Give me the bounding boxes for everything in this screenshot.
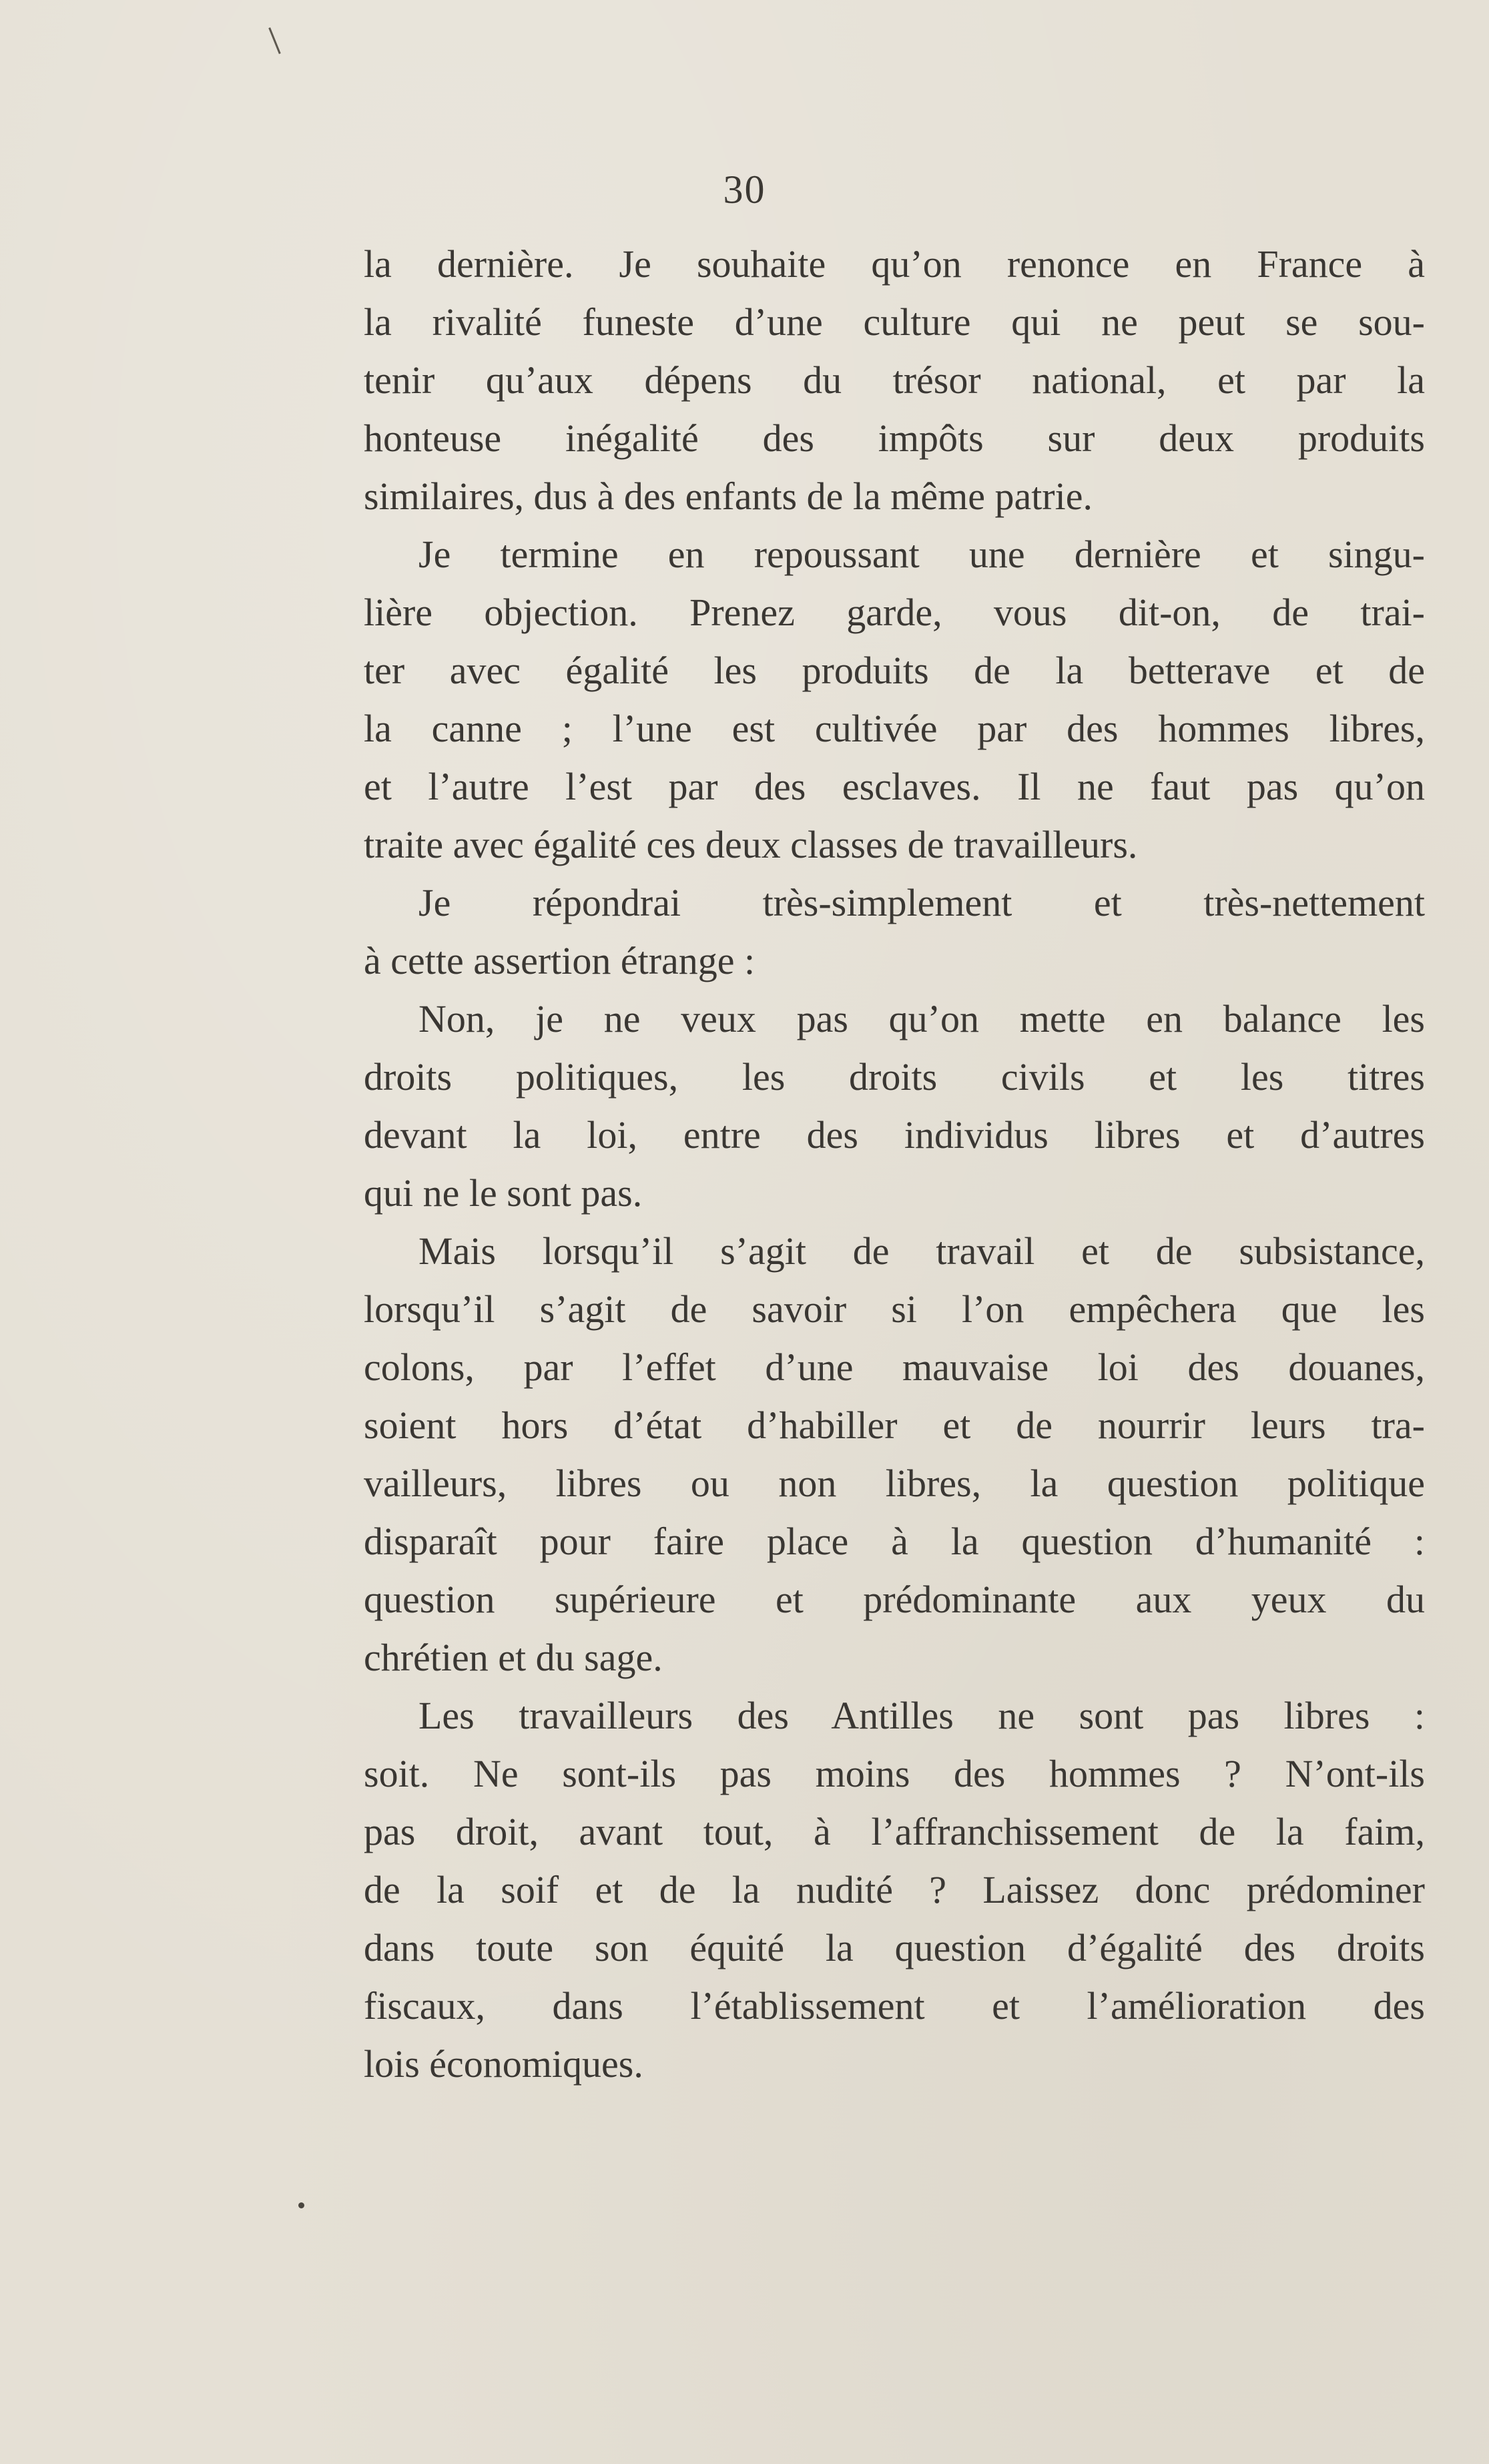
text-line: Mais lorsqu’il s’agit de travail et de subsistance, xyxy=(418,1229,1425,1273)
body-text xyxy=(364,235,1425,2093)
text-line: qui ne le sont pas. xyxy=(364,1171,643,1215)
text-line: traite avec égalité ces deux classes de travailleurs. xyxy=(364,823,1138,866)
text-line: ter avec égalité les produits de la betterave et de xyxy=(364,649,1425,692)
text-line: lorsqu’il s’agit de savoir si l’on empêchera que les xyxy=(364,1287,1425,1331)
text-line: similaires, dus à des enfants de la même patrie. xyxy=(364,475,1093,518)
text-line: de la soif et de la nudité ? Laissez donc prédominer xyxy=(364,1868,1425,1911)
text-line: colons, par l’effet d’une mauvaise loi des douanes, xyxy=(364,1345,1425,1389)
text-line: tenir qu’aux dépens du trésor national, et par la xyxy=(364,358,1425,402)
text-line: la rivalité funeste d’une culture qui ne peut se sou- xyxy=(364,300,1425,344)
page-number: 30 xyxy=(723,168,766,212)
text-line: droits politiques, les droits civils et les titres xyxy=(364,1055,1425,1099)
text-line: Non, je ne veux pas qu’on mette en balance les xyxy=(418,997,1425,1040)
text-line: vailleurs, libres ou non libres, la question politique xyxy=(364,1462,1425,1505)
text-line: et l’autre l’est par des esclaves. Il ne faut pas qu’on xyxy=(364,765,1425,808)
paragraph-4 xyxy=(364,990,1425,1222)
paragraph-2 xyxy=(364,525,1425,874)
paragraph-5 xyxy=(364,1222,1425,1686)
text-line: pas droit, avant tout, à l’affranchissement de la faim, xyxy=(364,1810,1425,1853)
paragraph-3 xyxy=(364,874,1425,990)
text-line: Les travailleurs des Antilles ne sont pas libres : xyxy=(418,1694,1425,1737)
ink-spot xyxy=(298,2202,304,2208)
text-line: disparaît pour faire place à la question d’humanité : xyxy=(364,1520,1425,1563)
text-line: devant la loi, entre des individus libres et d’autres xyxy=(364,1113,1425,1157)
text-line: lois économiques. xyxy=(364,2042,643,2086)
paragraph-1 xyxy=(364,235,1425,525)
paragraph-6 xyxy=(364,1686,1425,2093)
text-line: soit. Ne sont-ils pas moins des hommes ? N’ont-ils xyxy=(364,1752,1425,1795)
text-line: honteuse inégalité des impôts sur deux produits xyxy=(364,416,1425,460)
text-line: à cette assertion étrange : xyxy=(364,939,756,982)
text-line: question supérieure et prédominante aux yeux du xyxy=(364,1578,1425,1621)
text-line: la canne ; l’une est cultivée par des hommes libres, xyxy=(364,707,1425,750)
text-line: dans toute son équité la question d’égalité des droits xyxy=(364,1926,1425,1969)
text-line: soient hors d’état d’habiller et de nourrir leurs tra- xyxy=(364,1404,1425,1447)
text-line: la dernière. Je souhaite qu’on renonce en France à xyxy=(364,242,1425,286)
text-line: Je répondrai très-simplement et très-nettement xyxy=(418,881,1425,924)
text-line: chrétien et du sage. xyxy=(364,1636,663,1679)
text-line: Je termine en repoussant une dernière et singu- xyxy=(418,533,1425,576)
text-line: lière objection. Prenez garde, vous dit-on, de trai- xyxy=(364,591,1425,634)
text-line: fiscaux, dans l’établissement et l’amélioration des xyxy=(364,1984,1425,2028)
